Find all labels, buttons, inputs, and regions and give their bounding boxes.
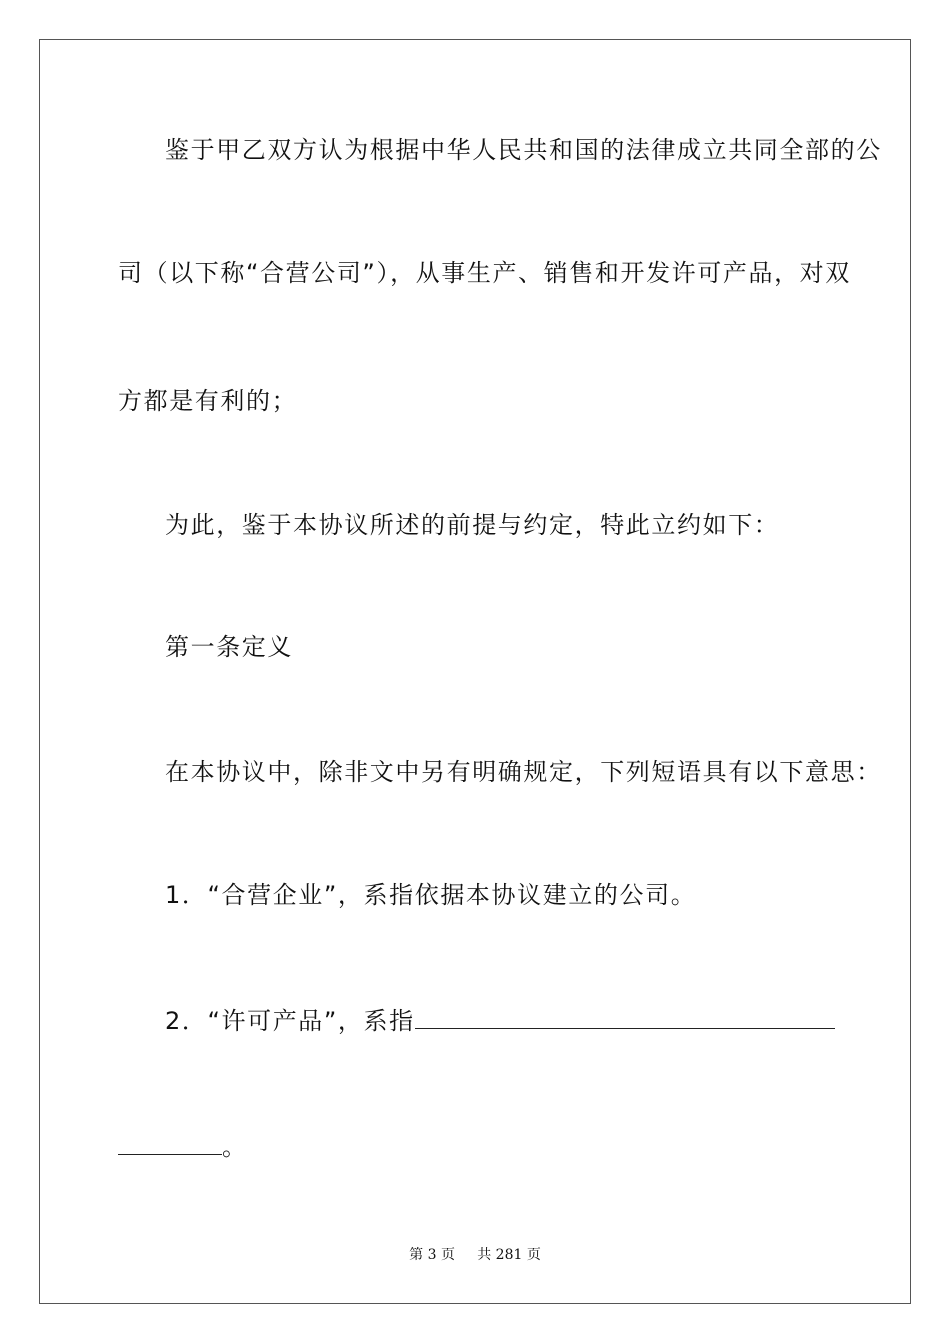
total-pages: 共 281 页: [477, 1247, 541, 1263]
page-number: 第 3 页: [409, 1247, 455, 1263]
paragraph-line-1: 鉴于甲乙双方认为根据中华人民共和国的法律成立共同全部的公: [165, 136, 882, 164]
paragraph-line-3: 方都是有利的；: [118, 387, 298, 415]
definition-item-2: [165, 1006, 835, 1036]
definition-item-1: 1．“合营企业”，系指依据本协议建立的公司。: [165, 881, 697, 909]
fill-in-blank-line: [415, 1006, 835, 1029]
section-heading: 第一条定义: [165, 633, 293, 661]
paragraph-line-2: 司（以下称“合营公司”），从事生产、销售和开发许可产品，对双: [118, 259, 851, 287]
definition-item-2-text: 2．“许可产品”，系指: [165, 1007, 415, 1035]
fill-in-blank-line-continued: [118, 1132, 222, 1155]
page-footer: [0, 1246, 950, 1264]
paragraph-line-4: 为此，鉴于本协议所述的前提与约定，特此立约如下：: [165, 511, 780, 539]
definition-item-2-continuation: [118, 1132, 248, 1162]
closing-period: 。: [222, 1133, 248, 1161]
page-frame: [39, 39, 911, 1304]
paragraph-line-6: 在本协议中，除非文中另有明确规定，下列短语具有以下意思：: [165, 758, 882, 786]
